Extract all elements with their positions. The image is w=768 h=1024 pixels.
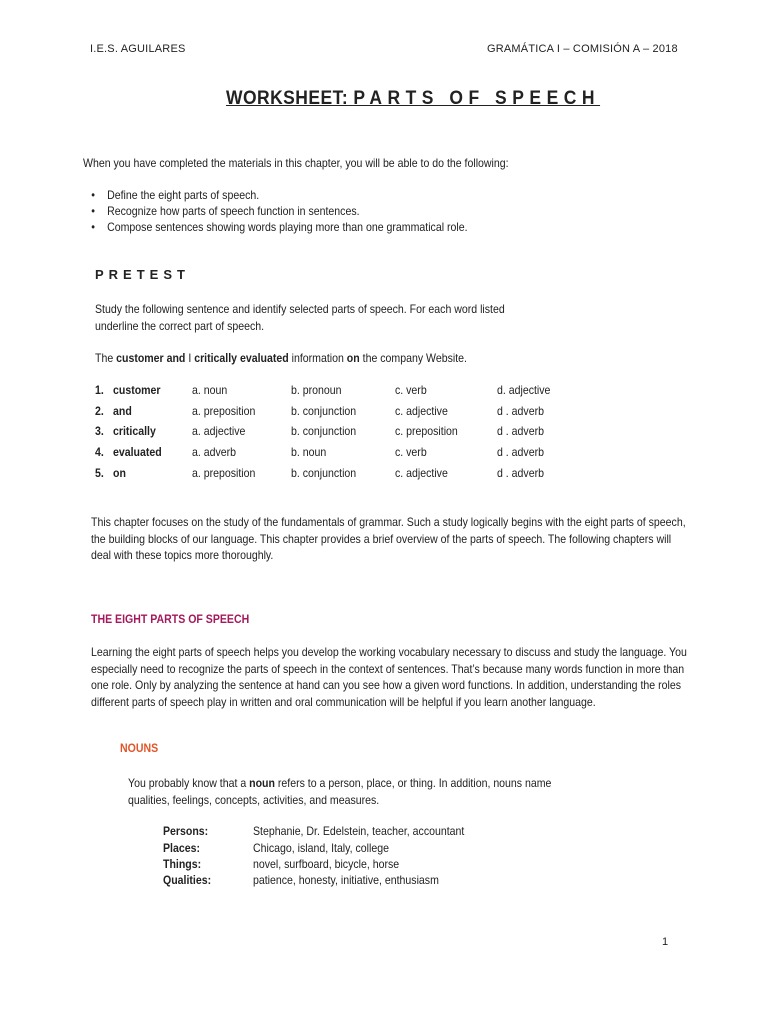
- nouns-text-part: You probably know that a: [128, 776, 250, 790]
- noun-example-label: Places:: [163, 841, 200, 855]
- option-c[interactable]: c. verb: [395, 383, 427, 397]
- pretest-heading: PRETEST: [95, 267, 190, 282]
- noun-example-row: [163, 873, 583, 890]
- noun-example-label: Qualities:: [163, 873, 212, 887]
- header-school: I.E.S. AGUILARES: [90, 43, 186, 55]
- page-title: [226, 88, 600, 110]
- noun-example-value: novel, surfboard, bicycle, horse: [253, 857, 400, 871]
- sentence-part: information: [288, 351, 347, 365]
- option-a[interactable]: a. adverb: [192, 445, 237, 459]
- intro-text: When you have completed the materials in this chapter, you will be able to do the following:: [83, 156, 509, 170]
- option-b[interactable]: b. conjunction: [291, 424, 357, 438]
- sentence-bold: customer and: [116, 351, 186, 365]
- pretest-item-4: [95, 445, 615, 463]
- noun-example-row: [163, 824, 583, 841]
- option-a[interactable]: a. adjective: [192, 424, 246, 438]
- objectives-list: [86, 187, 520, 235]
- option-b[interactable]: b. conjunction: [291, 404, 357, 418]
- noun-example-row: [163, 841, 583, 858]
- option-d[interactable]: d. adjective: [497, 383, 551, 397]
- chapter-focus-text: This chapter focuses on the study of the fundamentals of grammar. Such a study logically begins with the eight parts of speech, the building blocks of our language. This chapter provides a brief overview of the parts of speech. The following chapters will deal with these topics more thoroughly.: [91, 515, 686, 562]
- option-d[interactable]: d . adverb: [497, 424, 544, 438]
- item-number: 1.: [95, 383, 104, 397]
- noun-example-label: Things:: [163, 857, 202, 871]
- option-b[interactable]: b. pronoun: [291, 383, 342, 397]
- item-word: customer: [113, 383, 161, 397]
- option-a[interactable]: a. noun: [192, 383, 228, 397]
- item-number: 2.: [95, 404, 104, 418]
- pretest-instructions: Study the following sentence and identify selected parts of speech. For each word listed underline the correct part of speech.: [95, 302, 505, 333]
- header-course: GRAMÁTICA I – COMISIÓN A – 2018: [487, 43, 678, 55]
- option-c[interactable]: c. verb: [395, 445, 427, 459]
- option-a[interactable]: a. preposition: [192, 466, 256, 480]
- nouns-text: [128, 775, 581, 808]
- pretest-item-2: [95, 404, 615, 422]
- option-c[interactable]: c. preposition: [395, 424, 458, 438]
- option-c[interactable]: c. adjective: [395, 404, 448, 418]
- sentence-bold: on: [346, 351, 360, 365]
- option-d[interactable]: d . adverb: [497, 466, 544, 480]
- item-word: evaluated: [113, 445, 162, 459]
- sentence-part: I: [185, 351, 195, 365]
- objective-item: • Compose sentences showing words playing more than one grammatical role.: [86, 219, 468, 235]
- nouns-text-bold: noun: [249, 776, 275, 790]
- option-d[interactable]: d . adverb: [497, 445, 544, 459]
- noun-example-value: patience, honesty, initiative, enthusiasm: [253, 873, 439, 887]
- noun-example-value: Stephanie, Dr. Edelstein, teacher, accountant: [253, 824, 465, 838]
- item-word: critically: [113, 424, 156, 438]
- pretest-item-5: [95, 466, 615, 484]
- title-spaced: PARTS OF SPEECH: [353, 88, 601, 109]
- sentence-part: The: [95, 351, 117, 365]
- item-word: and: [113, 404, 132, 418]
- pretest-item-3: [95, 424, 615, 442]
- pretest-item-1: [95, 383, 615, 401]
- item-number: 4.: [95, 445, 104, 459]
- nouns-heading: NOUNS: [120, 741, 159, 755]
- eight-parts-text: Learning the eight parts of speech helps you develop the working vocabulary necessary to discuss and study the language. You especially need to recognize the parts of speech in the context of sentences. That’s because many words function in more than one role. Only by analyzing the sentence at hand can you see how a given word functions. In addition, understanding the roles different parts of speech play in written and oral communication will be helpful if you learn another language.: [91, 645, 687, 709]
- item-number: 3.: [95, 424, 104, 438]
- nouns-text-part: refers to a person, place, or thing. In addition, nouns name qualities, feelings, concepts, activities, and measures.: [128, 776, 552, 807]
- title-prefix: WORKSHEET:: [226, 88, 349, 109]
- page-number: 1: [662, 936, 669, 948]
- eight-parts-heading: THE EIGHT PARTS OF SPEECH: [91, 612, 250, 626]
- noun-example-row: [163, 857, 583, 874]
- noun-example-label: Persons:: [163, 824, 209, 838]
- option-b[interactable]: b. conjunction: [291, 466, 357, 480]
- option-a[interactable]: a. preposition: [192, 404, 256, 418]
- noun-example-value: Chicago, island, Italy, college: [253, 841, 389, 855]
- option-b[interactable]: b. noun: [291, 445, 327, 459]
- item-word: on: [113, 466, 126, 480]
- option-c[interactable]: c. adjective: [395, 466, 448, 480]
- sentence-part: the company Website.: [359, 351, 467, 365]
- sentence-bold: critically evaluated: [194, 351, 289, 365]
- item-number: 5.: [95, 466, 104, 480]
- objective-item: • Define the eight parts of speech.: [86, 187, 468, 203]
- pretest-sentence: [95, 350, 623, 367]
- option-d[interactable]: d . adverb: [497, 404, 544, 418]
- objective-item: • Recognize how parts of speech function in sentences.: [86, 203, 468, 219]
